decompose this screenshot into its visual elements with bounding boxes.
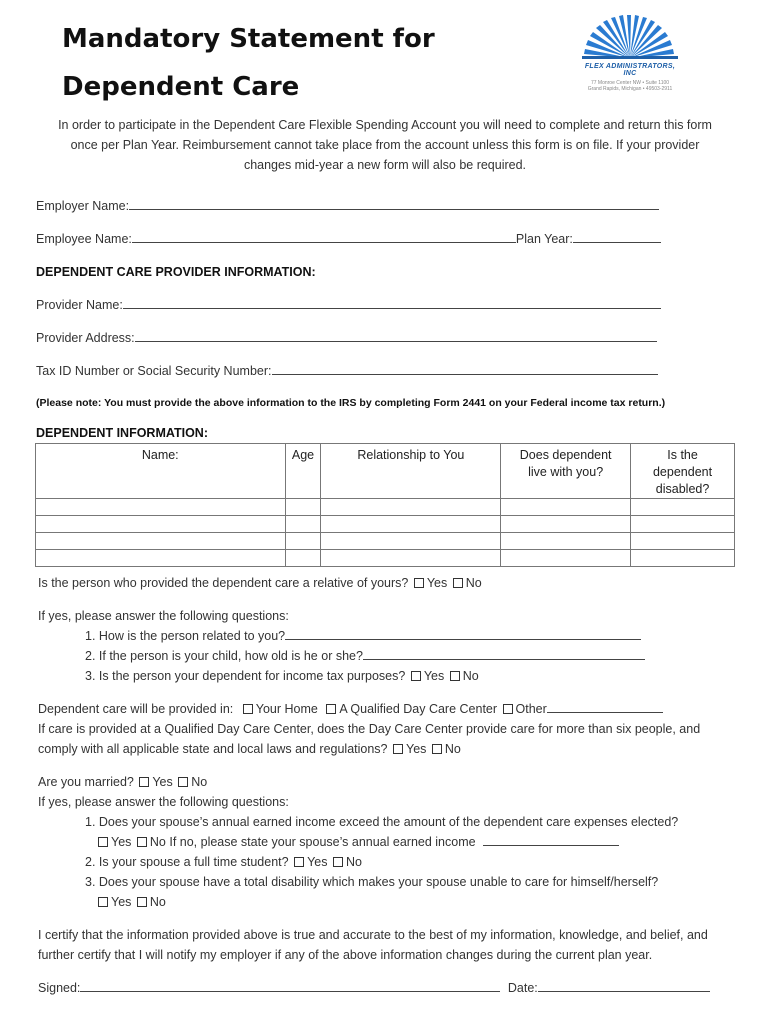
col-live-line2: live with you? [528, 465, 604, 479]
col-lives-with-you [501, 444, 631, 499]
day-care-checkbox[interactable] [326, 704, 336, 714]
employee-name-row [36, 232, 661, 246]
relative-q1-row [85, 629, 641, 643]
cell-age[interactable] [285, 516, 321, 533]
relative-q3: 3. Is the person your dependent for income tax purposes? [85, 669, 406, 683]
provider-address-label: Provider Address: [36, 331, 135, 345]
spouse-q2-row [85, 855, 362, 869]
col-disabled-line3: disabled? [655, 482, 710, 496]
cell-disabled[interactable] [631, 516, 735, 533]
intro-paragraph [30, 115, 740, 175]
relative-no-checkbox[interactable] [453, 578, 463, 588]
cell-disabled[interactable] [631, 550, 735, 567]
logo-address-1: 77 Monroe Center NW • Suite 1100 [590, 80, 670, 86]
relative-q2: 2. If the person is your child, how old is he or she? [85, 649, 363, 663]
if-yes-instructions: If yes, please answer the following questions: [38, 609, 289, 623]
other-checkbox[interactable] [503, 704, 513, 714]
daycare-question-line2: comply with all applicable state and local laws and regulations? [38, 742, 388, 756]
intro-line: once per Plan Year. Reimbursement cannot take place from the account unless this form is on file. If your provider [70, 138, 700, 152]
relative-question: Is the person who provided the dependent care a relative of yours? [38, 576, 409, 590]
table-row [36, 533, 735, 550]
spouse-q1: 1. Does your spouse’s annual earned income exceed the amount of the dependent care expenses elected? [85, 815, 679, 829]
other-field[interactable] [547, 702, 663, 713]
table-row [36, 550, 735, 567]
cell-live[interactable] [501, 550, 631, 567]
student-yes-checkbox[interactable] [294, 857, 304, 867]
col-age: Age [285, 444, 321, 499]
plan-year-label: Plan Year: [515, 232, 573, 246]
provider-name-row [36, 298, 661, 312]
yes-label: Yes [152, 775, 173, 789]
your-home-label: Your Home [255, 702, 318, 716]
cell-name[interactable] [36, 533, 286, 550]
daycare-no-checkbox[interactable] [432, 744, 442, 754]
day-care-label: A Qualified Day Care Center [339, 702, 498, 716]
tax-id-row [36, 364, 658, 378]
signature-field[interactable] [80, 981, 500, 992]
yes-label: Yes [423, 669, 445, 683]
no-label: No [462, 669, 479, 683]
student-no-checkbox[interactable] [333, 857, 343, 867]
no-label: No [345, 855, 362, 869]
no-label: No [149, 835, 166, 849]
table-row [36, 516, 735, 533]
yes-label: Yes [406, 742, 427, 756]
spouse-income-no-checkbox[interactable] [137, 837, 147, 847]
relative-yes-checkbox[interactable] [414, 578, 424, 588]
your-home-checkbox[interactable] [243, 704, 253, 714]
relative-q2-field[interactable] [363, 649, 645, 660]
cell-live[interactable] [501, 516, 631, 533]
logo-company-name: FLEX ADMINISTRATORS, INC [584, 63, 676, 77]
relative-q2-row [85, 649, 645, 663]
relative-q1-field[interactable] [285, 629, 641, 640]
col-disabled [631, 444, 735, 499]
daycare-question-line1: If care is provided at a Qualified Day Care Center, does the Day Care Center provide care for more than six people, and [38, 722, 701, 736]
provider-name-field[interactable] [123, 298, 661, 309]
daycare-question-row [38, 742, 461, 756]
cell-disabled[interactable] [631, 499, 735, 516]
employer-name-field[interactable] [129, 199, 659, 210]
no-label: No [444, 742, 461, 756]
yes-label: Yes [307, 855, 328, 869]
cell-age[interactable] [285, 550, 321, 567]
married-question: Are you married? [38, 775, 134, 789]
disability-yes-checkbox[interactable] [98, 897, 108, 907]
provider-address-row [36, 331, 657, 345]
tax-id-label: Tax ID Number or Social Security Number: [36, 364, 272, 378]
cell-name[interactable] [36, 516, 286, 533]
signature-row [38, 981, 710, 995]
employee-name-field[interactable] [132, 232, 516, 243]
cell-relationship[interactable] [321, 550, 501, 567]
tax-dependent-yes-checkbox[interactable] [411, 671, 421, 681]
care-location-label: Dependent care will be provided in: [38, 702, 234, 716]
col-live-line1: Does dependent [519, 448, 612, 462]
provider-address-field[interactable] [135, 331, 657, 342]
col-disabled-line2: dependent [652, 465, 713, 479]
yes-label: Yes [426, 576, 448, 590]
certify-line1: I certify that the information provided above is true and accurate to the best of my information, knowledge, and belief, and [38, 928, 708, 942]
table-header-row [36, 444, 735, 499]
cell-relationship[interactable] [321, 516, 501, 533]
cell-relationship[interactable] [321, 499, 501, 516]
cell-age[interactable] [285, 533, 321, 550]
cell-name[interactable] [36, 499, 286, 516]
logo-address-2: Grand Rapids, Michigan • 49503-2911 [587, 86, 673, 92]
provider-section-heading: DEPENDENT CARE PROVIDER INFORMATION: [36, 265, 316, 279]
date-label: Date: [507, 981, 538, 995]
yes-label: Yes [111, 895, 132, 909]
page-title: Mandatory Statement for [62, 24, 435, 54]
signed-label: Signed: [38, 981, 81, 995]
cell-age[interactable] [285, 499, 321, 516]
sunburst-logo-icon [578, 14, 682, 60]
cell-disabled[interactable] [631, 533, 735, 550]
plan-year-field[interactable] [573, 232, 661, 243]
col-name: Name: [36, 444, 286, 499]
relative-q3-row [85, 669, 479, 683]
no-label: No [465, 576, 482, 590]
irs-note: (Please note: You must provide the above information to the IRS by completing Form 2441 on your Federal income tax return.) [36, 397, 666, 409]
tax-dependent-no-checkbox[interactable] [450, 671, 460, 681]
spouse-q1-answer-row [96, 835, 619, 849]
table-row [36, 499, 735, 516]
care-location-row [38, 702, 663, 716]
employer-name-label: Employer Name: [36, 199, 130, 213]
married-yes-checkbox[interactable] [139, 777, 149, 787]
married-no-checkbox[interactable] [178, 777, 188, 787]
tax-id-field[interactable] [272, 364, 658, 375]
intro-line: changes mid-year a new form will also be required. [243, 158, 527, 172]
cell-live[interactable] [501, 533, 631, 550]
company-logo [578, 14, 682, 92]
yes-label: Yes [111, 835, 132, 849]
spouse-income-followup: If no, please state your spouse’s annual earned income [169, 835, 476, 849]
col-relationship: Relationship to You [321, 444, 501, 499]
disability-no-checkbox[interactable] [137, 897, 147, 907]
certify-line2: further certify that I will notify my employer if any of the above information changes during the current plan year. [38, 948, 653, 962]
no-label: No [149, 895, 166, 909]
cell-relationship[interactable] [321, 533, 501, 550]
provider-name-label: Provider Name: [36, 298, 123, 312]
daycare-yes-checkbox[interactable] [393, 744, 403, 754]
relative-q1: 1. How is the person related to you? [85, 629, 286, 643]
dependent-table [35, 443, 735, 567]
intro-line: In order to participate in the Dependent Care Flexible Spending Account you will need to complete and return this form [58, 118, 712, 132]
spouse-q3-answer-row [96, 895, 166, 909]
if-yes-instructions-2: If yes, please answer the following questions: [38, 795, 289, 809]
employee-name-label: Employee Name: [36, 232, 132, 246]
spouse-q3: 3. Does your spouse have a total disability which makes your spouse unable to care for himself/herself? [85, 875, 659, 889]
employer-name-row [36, 199, 659, 213]
dependent-section-heading: DEPENDENT INFORMATION: [36, 426, 208, 440]
cell-name[interactable] [36, 550, 286, 567]
relative-question-row [38, 576, 482, 590]
other-label: Other [515, 702, 547, 716]
spouse-q2: 2. Is your spouse a full time student? [85, 855, 289, 869]
col-disabled-line1: Is the [667, 448, 698, 462]
married-row [38, 775, 207, 789]
spouse-income-field[interactable] [483, 835, 619, 846]
spouse-income-yes-checkbox[interactable] [98, 837, 108, 847]
page-title-line2: Dependent Care [62, 72, 300, 102]
no-label: No [191, 775, 208, 789]
cell-live[interactable] [501, 499, 631, 516]
date-field[interactable] [538, 981, 710, 992]
